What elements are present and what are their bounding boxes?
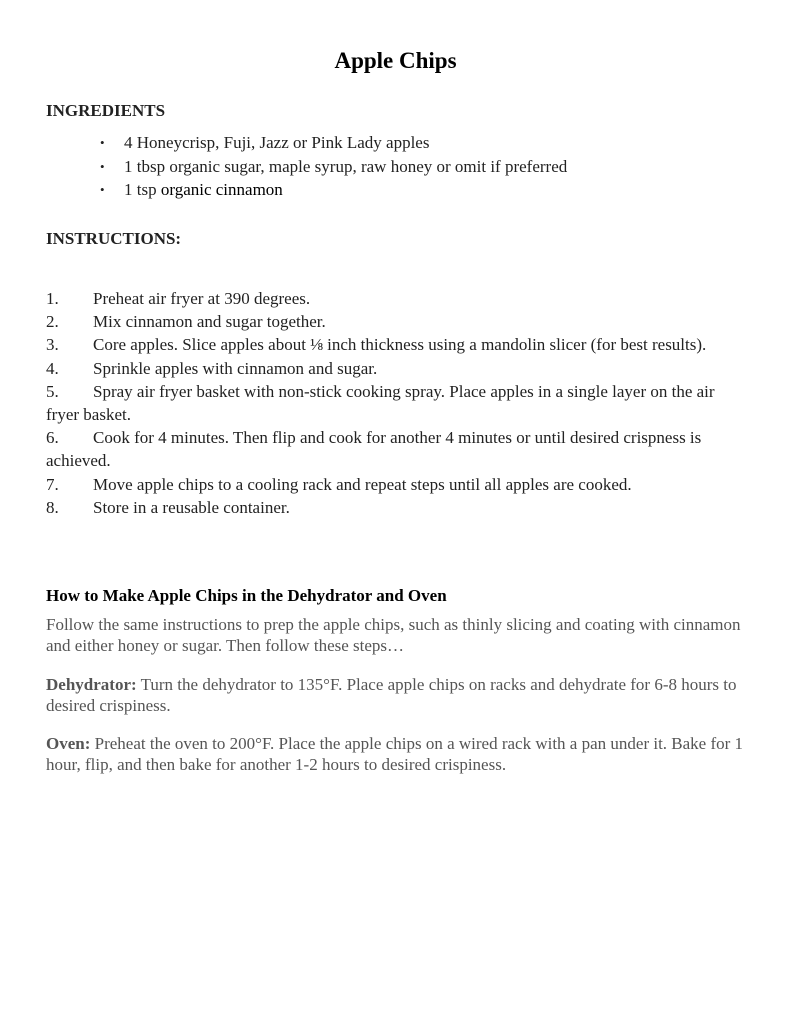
step-text: Core apples. Slice apples about ⅛ inch thickness using a mandolin slicer (for best results). bbox=[93, 335, 707, 355]
step-number: 4. bbox=[46, 358, 59, 378]
step-number: 2. bbox=[46, 312, 59, 332]
list-item bbox=[46, 496, 746, 519]
step-text: Store in a reusable container. bbox=[93, 497, 290, 517]
step-text: Move apple chips to a cooling rack and repeat steps until all apples are cooked. bbox=[93, 474, 632, 494]
dehydrator-text: Turn the dehydrator to 135°F. Place apple chips on racks and dehydrate for 6-8 hours to desired crispiness. bbox=[46, 675, 737, 715]
step-text: Spray air fryer basket with non-stick cooking spray. Place apples in a single layer on the air fryer basket. bbox=[46, 381, 715, 425]
instructions-heading: INSTRUCTIONS: bbox=[46, 229, 182, 248]
list-item bbox=[46, 310, 746, 333]
list-item bbox=[46, 287, 746, 310]
step-text: Preheat air fryer at 390 degrees. bbox=[93, 289, 311, 308]
bullet-icon: • bbox=[100, 158, 105, 174]
oven-text: Preheat the oven to 200°F. Place the apple chips on a wired rack with a pan under it. Bake for 1 hour, flip, and then bake for another 1-2 hours to desired crispiness. bbox=[46, 734, 744, 774]
bullet-icon: • bbox=[100, 182, 105, 197]
step-number: 5. bbox=[46, 381, 59, 401]
instructions-list bbox=[46, 287, 746, 519]
list-item bbox=[46, 426, 746, 472]
ingredient-name: organic cinnamon bbox=[160, 180, 283, 199]
list-item bbox=[46, 333, 746, 356]
step-text: Cook for 4 minutes. Then flip and cook for another 4 minutes or until desired crispness is achieved. bbox=[46, 428, 702, 471]
list-item bbox=[46, 380, 746, 426]
ingredient-amount: 1 tsp bbox=[124, 180, 161, 199]
step-text: Sprinkle apples with cinnamon and sugar. bbox=[93, 358, 378, 378]
dehydrator-label: Dehydrator: bbox=[46, 675, 137, 694]
ingredient-text bbox=[124, 178, 283, 202]
step-number: 7. bbox=[46, 474, 59, 494]
list-item bbox=[46, 357, 746, 380]
oven-label: Oven: bbox=[46, 734, 91, 753]
step-number: 3. bbox=[46, 335, 59, 355]
step-number: 8. bbox=[46, 497, 59, 517]
ingredients-heading: INGREDIENTS bbox=[46, 101, 166, 120]
oven-paragraph bbox=[46, 733, 751, 775]
step-number: 1. bbox=[46, 289, 59, 308]
alternatives-intro: Follow the same instructions to prep the apple chips, such as thinly slicing and coating with cinnamon and either honey or sugar. Then follow these steps… bbox=[46, 615, 741, 655]
bullet-icon: • bbox=[100, 135, 105, 150]
ingredient-text: 1 tbsp organic sugar, maple syrup, raw honey or omit if preferred bbox=[124, 156, 568, 176]
alternatives-heading: How to Make Apple Chips in the Dehydrator and Oven bbox=[46, 586, 447, 605]
ingredient-text: 4 Honeycrisp, Fuji, Jazz or Pink Lady apples bbox=[124, 133, 430, 152]
step-number: 6. bbox=[46, 428, 59, 448]
page-title: Apple Chips bbox=[334, 48, 457, 73]
step-text: Mix cinnamon and sugar together. bbox=[93, 312, 326, 332]
dehydrator-paragraph bbox=[46, 674, 751, 716]
list-item bbox=[46, 473, 746, 496]
